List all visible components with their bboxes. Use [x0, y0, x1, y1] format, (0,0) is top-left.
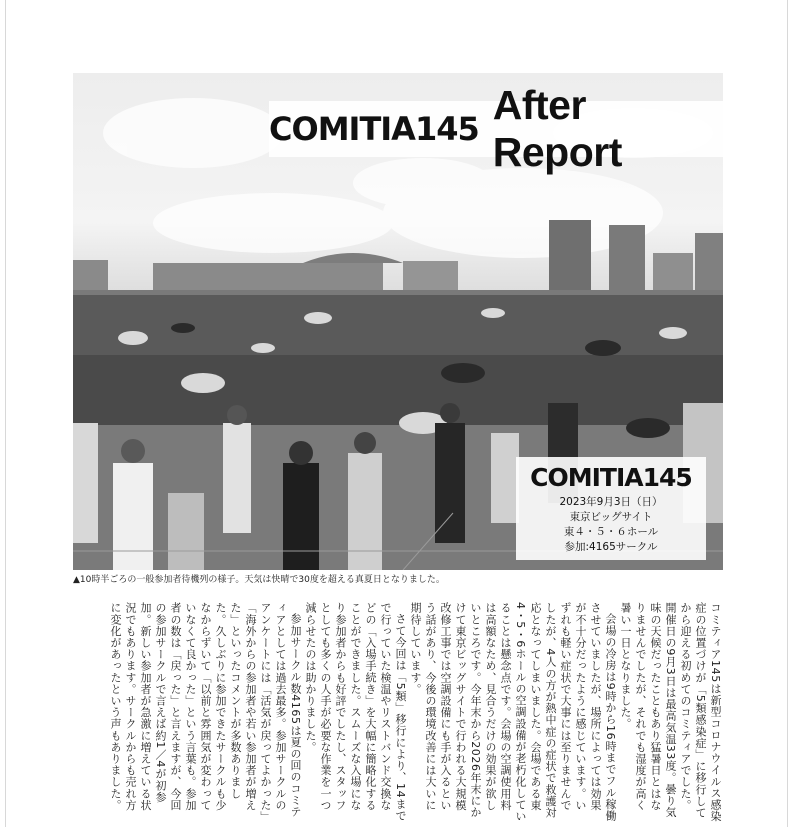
- page-edge-left: [5, 0, 6, 827]
- photo-caption: ▲10時半ごろの一般参加者待機列の様子。天気は快晴で30度を超える真夏日となりました。: [73, 575, 445, 585]
- article-body: [73, 602, 723, 822]
- event-venue: 東京ビッグサイト: [569, 511, 653, 523]
- title-band: [269, 82, 723, 175]
- event-photo: [73, 73, 723, 570]
- article-paragraph: 参加サークル数4165は夏の回のコミティアとしては過去最多。参加サークルのアンケートには「活気が戻ってよかった」「海外からの参加者や若い参加者が増えた」といったコメントが多数ありました。久しぶりに参加できたサークルも少なからずいて「以前と雰囲気が変わっていなくて良かった」という言葉も。参加者の数は「戻った」と言えますが、今回の参加サークルで言えば約1／4が初参加。新しい参加者が急激に増えている状況でもあります。サークルからも売れ方に変化があったという声もありました。: [109, 602, 302, 818]
- article-paragraph: さて今回は「5類」移行により、14までで行っていた検温やリストバンド交換などの「入場手続き」を大幅に簡略化することができました。スムーズな入場になり参加者からも好評でしたし、スタッフとしても多くの人手が必要な作業を一つ減らせたのは助かりました。: [304, 602, 407, 822]
- info-logo: COMITIA145: [530, 463, 692, 492]
- event-halls: 東４・５・６ホール: [563, 526, 659, 538]
- page-edge-right: [787, 0, 788, 827]
- brand-logo: COMITIA145: [269, 110, 479, 148]
- page-title: After Report: [492, 82, 622, 175]
- article-paragraph: 会場の冷房は9時から16時までフル稼働させていましたが、場所によっては効果が不十分だったように感じています。いずれも軽い症状で大事には至りませんでしたが、4人の方が熱中症の症状で救護対応となってしまいました。会場である東4・5・6ホールの空調設備が老朽化していることは懸念点です。会場の空調使用料は高額なため、見合うだけの効果が欲しいところです。今年末から2026年末にかけて東京ビッグサイトで行われる大規模改修工事では空調設備にも手が入るという話があり、今後の環境改善には大いに期待しています。: [409, 602, 617, 822]
- article-paragraph: コミティア145は新型コロナウイルス感染症の位置づけが「5類感染症」に移行してから迎える初めてのコミティアでした。開催日の9月3日は最高気温33度。曇り気味の天候だったこともあり猛暑日とはなりませんでしたが、それでも湿度が高く暑い一日となりました。: [619, 602, 722, 822]
- event-info-box: [516, 457, 706, 560]
- event-date: 2023年9月3日（日）: [559, 496, 663, 508]
- crowd-band: [73, 295, 723, 425]
- circle-count: 参加:4165サークル: [564, 541, 658, 553]
